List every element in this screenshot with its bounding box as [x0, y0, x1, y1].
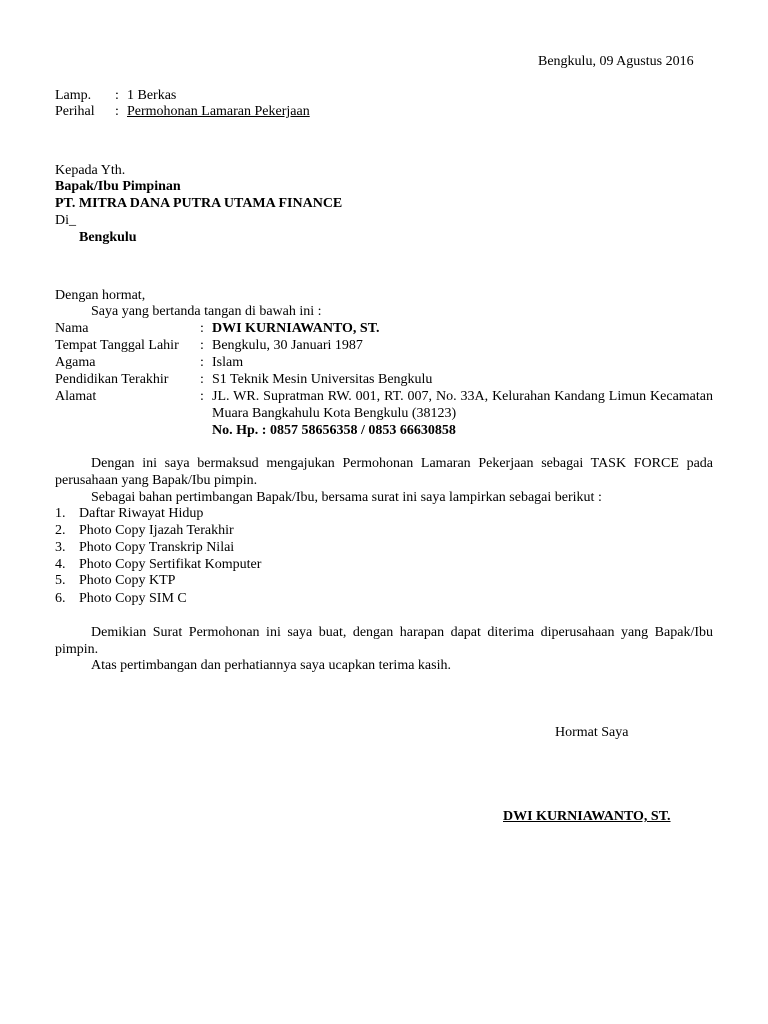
perihal-label: Perihal	[55, 104, 95, 119]
list-item-text: Photo Copy KTP	[79, 573, 176, 588]
list-item	[55, 572, 176, 589]
pendidikan-value: S1 Teknik Mesin Universitas Bengkulu	[212, 372, 433, 387]
list-item-number: 3.	[55, 540, 66, 555]
body-paragraph-1: Dengan ini saya bermaksud mengajukan Permohonan Lamaran Pekerjaan sebagai TASK FORCE pada perusahaan yang Bapak/Ibu pimpin.	[55, 456, 713, 488]
ttl-colon: :	[200, 338, 204, 353]
closing-regards: Hormat Saya	[555, 725, 629, 740]
agama-label: Agama	[55, 355, 96, 370]
perihal-value: Permohonan Lamaran Pekerjaan	[127, 104, 310, 119]
list-item-text: Photo Copy Sertifikat Komputer	[79, 557, 262, 572]
ttl-label: Tempat Tanggal Lahir	[55, 338, 179, 353]
letter-date: Bengkulu, 09 Agustus 2016	[538, 54, 694, 69]
recipient-company: PT. MITRA DANA PUTRA UTAMA FINANCE	[55, 196, 343, 211]
agama-colon: :	[200, 355, 204, 370]
signatory-name: DWI KURNIAWANTO, ST.	[503, 809, 671, 824]
list-item-text: Photo Copy SIM C	[79, 591, 187, 606]
pendidikan-label: Pendidikan Terakhir	[55, 372, 169, 387]
pendidikan-colon: :	[200, 372, 204, 387]
salutation: Dengan hormat,	[55, 288, 146, 303]
lamp-label: Lamp.	[55, 88, 92, 103]
list-item	[55, 505, 204, 522]
recipient-city: Bengkulu	[79, 230, 137, 245]
phone-line: No. Hp. : 0857 58656358 / 0853 66630858	[212, 423, 456, 438]
nama-label: Nama	[55, 321, 89, 336]
list-item-number: 5.	[55, 573, 66, 588]
recipient-title: Bapak/Ibu Pimpinan	[55, 179, 181, 194]
body-paragraph-3: Demikian Surat Permohonan ini saya buat, dengan harapan dapat diterima diperusahaan yang Bapak/Ibu pimpin.	[55, 625, 713, 657]
alamat-value: JL. WR. Supratman RW. 001, RT. 007, No. 33A, Kelurahan Kandang Limun Kecamatan Muara Bangkahulu Kota Bengkulu (38123)	[212, 389, 713, 421]
alamat-label: Alamat	[55, 389, 97, 404]
list-item	[55, 590, 187, 607]
recipient-di: Di_	[55, 213, 76, 228]
recipient-greeting: Kepada Yth.	[55, 163, 126, 178]
list-item-text: Daftar Riwayat Hidup	[79, 506, 204, 521]
list-item	[55, 522, 234, 539]
agama-value: Islam	[212, 355, 244, 370]
body-paragraph-2: Sebagai bahan pertimbangan Bapak/Ibu, bersama surat ini saya lampirkan sebagai berikut :	[91, 490, 602, 505]
ttl-value: Bengkulu, 30 Januari 1987	[212, 338, 363, 353]
list-item	[55, 539, 235, 556]
list-item	[55, 556, 262, 573]
nama-value: DWI KURNIAWANTO, ST.	[212, 321, 380, 336]
list-item-number: 1.	[55, 506, 66, 521]
list-item-text: Photo Copy Ijazah Terakhir	[79, 523, 234, 538]
list-item-number: 6.	[55, 591, 66, 606]
intro-line: Saya yang bertanda tangan di bawah ini :	[91, 304, 322, 319]
body-paragraph-4: Atas pertimbangan dan perhatiannya saya ucapkan terima kasih.	[91, 658, 451, 673]
lamp-colon: :	[115, 88, 119, 103]
nama-colon: :	[200, 321, 204, 336]
list-item-number: 4.	[55, 557, 66, 572]
alamat-colon: :	[200, 389, 204, 404]
list-item-number: 2.	[55, 523, 66, 538]
perihal-colon: :	[115, 104, 119, 119]
lamp-value: 1 Berkas	[127, 88, 177, 103]
list-item-text: Photo Copy Transkrip Nilai	[79, 540, 235, 555]
